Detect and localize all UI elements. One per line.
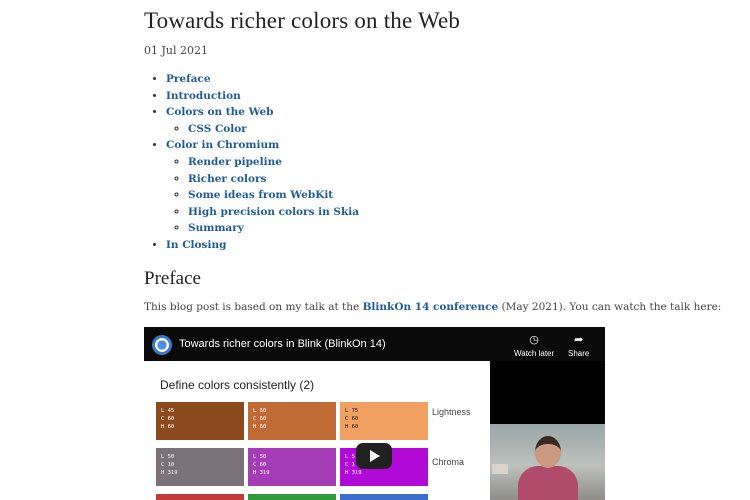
blinkon-link[interactable]: BlinkOn 14 conference: [362, 301, 499, 313]
swatch-values: [253, 407, 266, 431]
color-swatch: [156, 402, 244, 440]
lightness-label: Lightness: [432, 407, 471, 417]
swatch-values: [161, 453, 178, 477]
watch-later-button[interactable]: [514, 333, 554, 358]
preface-paragraph: [144, 301, 721, 313]
slide-title: Define colors consistently (2): [160, 378, 315, 392]
toc-link-preface[interactable]: Preface: [166, 73, 211, 85]
toc-item: [166, 88, 359, 105]
video-title-bar: [144, 327, 605, 361]
toc-link-colors-on-the-web[interactable]: Colors on the Web: [166, 106, 274, 119]
toc-subitem: [188, 171, 359, 188]
swatch-h: H 60: [345, 424, 359, 430]
color-swatch: [248, 448, 336, 486]
share-label: Share: [568, 349, 590, 358]
play-button-icon[interactable]: [356, 443, 392, 469]
toc-link-introduction[interactable]: Introduction: [166, 89, 241, 102]
color-swatch-partial: [156, 494, 244, 500]
article-title: Towards richer colors on the Web: [144, 8, 461, 33]
swatch-h: H 60: [161, 424, 175, 430]
swatch-l: L 5: [345, 454, 355, 460]
swatch-l: L 45: [161, 408, 175, 414]
video-embed[interactable]: [144, 327, 605, 500]
swatch-c: C 60: [345, 416, 359, 422]
table-of-contents: [144, 71, 359, 254]
color-swatch-partial: [248, 494, 336, 500]
video-slide: [144, 361, 490, 500]
toc-subitem: [188, 187, 359, 204]
swatch-c: C 10: [161, 462, 175, 468]
toc-subitem: [188, 121, 359, 138]
toc-item: [166, 137, 359, 237]
swatch-h: H 319: [345, 470, 362, 476]
color-swatch-partial: [340, 494, 428, 500]
toc-link-skia[interactable]: High precision colors in Skia: [188, 205, 360, 218]
toc-item: [166, 71, 359, 88]
swatch-c: C 60: [253, 462, 267, 468]
swatch-values: [253, 453, 270, 477]
swatch-h: H 60: [253, 424, 267, 430]
speaker-body: [518, 466, 578, 500]
share-button[interactable]: [568, 333, 589, 358]
video-title[interactable]: Towards richer colors in Blink (BlinkOn 14): [179, 338, 386, 350]
share-arrow-icon: ➦: [574, 334, 584, 346]
swatch-values: [161, 407, 174, 431]
clock-icon: ◷: [529, 334, 539, 346]
speaker-webcam-thumbnail: [490, 424, 605, 500]
toc-subitem: [188, 220, 359, 237]
toc-sublist: [166, 154, 359, 237]
toc-link-css-color[interactable]: CSS Color: [188, 122, 247, 135]
toc-link-in-closing[interactable]: In Closing: [166, 238, 227, 251]
swatch-c: C 60: [253, 416, 267, 422]
swatch-c: C 1: [345, 462, 355, 468]
swatch-l: L 50: [253, 454, 267, 460]
preface-text-before: This blog post is based on my talk at the: [144, 301, 363, 313]
toc-link-render-pipeline[interactable]: Render pipeline: [188, 155, 282, 168]
channel-logo-icon[interactable]: [152, 335, 172, 355]
toc-link-color-in-chromium[interactable]: Color in Chromium: [166, 139, 280, 152]
chroma-label: Chroma: [432, 457, 465, 467]
swatch-l: L 60: [253, 408, 267, 414]
color-swatch: [156, 448, 244, 486]
preface-heading: Preface: [144, 268, 201, 289]
swatch-c: C 60: [161, 416, 175, 422]
swatch-l: L 75: [345, 408, 359, 414]
toc-link-summary[interactable]: Summary: [188, 222, 244, 235]
swatch-l: L 50: [161, 454, 175, 460]
toc-subitem: [188, 204, 359, 221]
lamp-shape: [492, 464, 508, 474]
toc-link-richer-colors[interactable]: Richer colors: [188, 172, 267, 185]
toc-item: [166, 104, 359, 137]
color-swatch: [340, 402, 428, 440]
preface-text-after: (May 2021). You can watch the talk here:: [498, 301, 722, 313]
toc-item: [166, 237, 359, 254]
speaker-head: [535, 436, 561, 468]
article-date: 01 Jul 2021: [144, 44, 208, 57]
swatch-h: H 319: [161, 470, 178, 476]
toc-link-webkit-ideas[interactable]: Some ideas from WebKit: [188, 189, 334, 202]
swatch-h: H 319: [253, 470, 270, 476]
swatch-values: [345, 407, 358, 431]
toc-sublist: [166, 121, 359, 138]
watch-later-label: Watch later: [514, 349, 555, 358]
color-swatch: [248, 402, 336, 440]
toc-subitem: [188, 154, 359, 171]
